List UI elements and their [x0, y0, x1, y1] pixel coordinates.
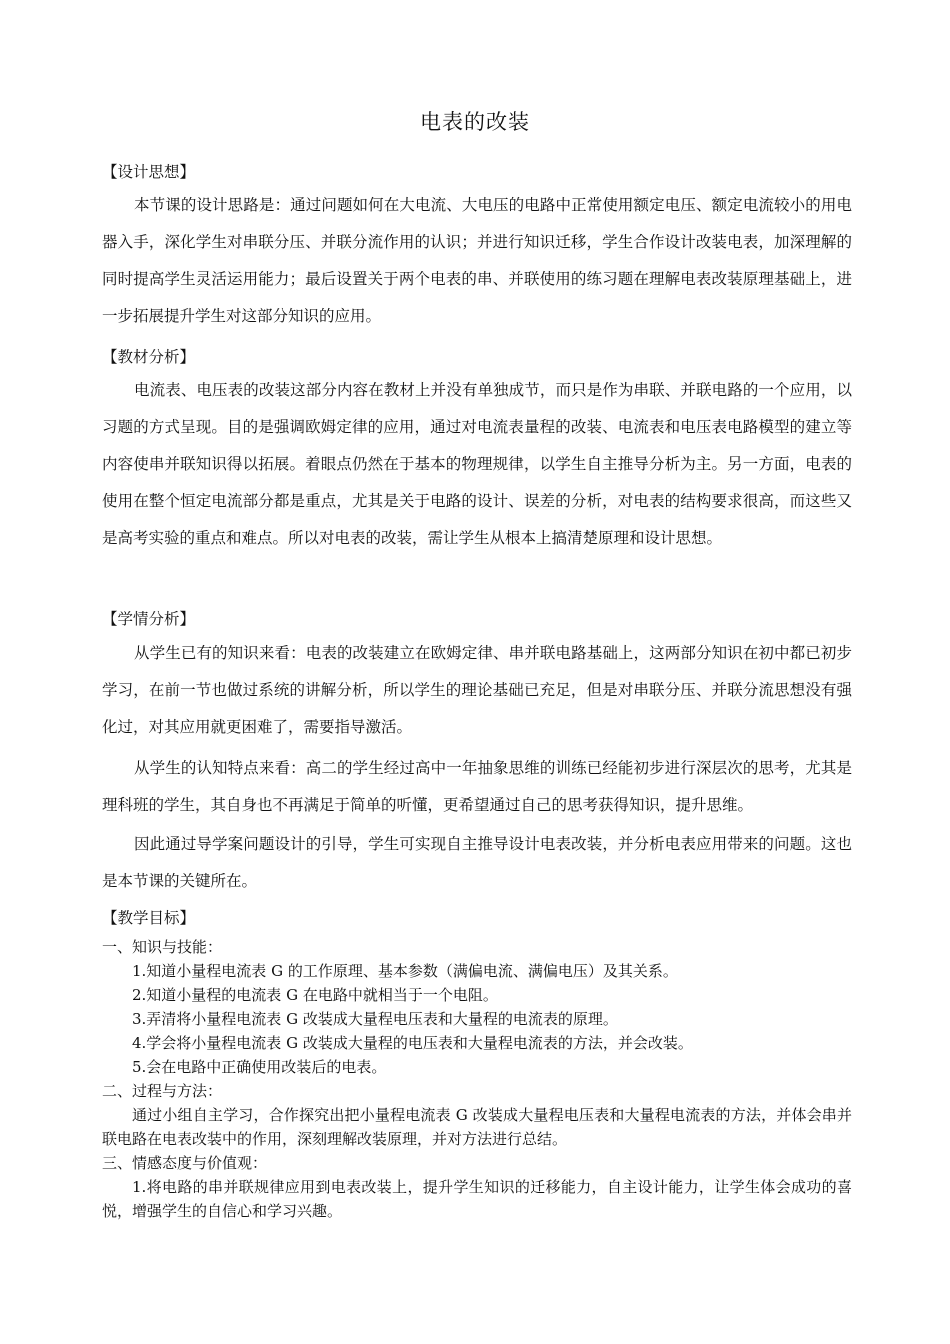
objectives-block: [102, 935, 852, 1223]
attitude-heading: 三、情感态度与价值观：: [102, 1154, 268, 1172]
design-paragraph: 本节课的设计思路是：通过问题如何在大电流、大电压的电路中正常使用额定电压、额定电流较小的用电器入手，深化学生对串联分压、并联分流作用的认识；并进行知识迁移，学生合作设计改装电表，加深理解的同时提高学生灵活运用能力；最后设置关于两个电表的串、并联使用的练习题在理解电表改装原理基础上，进一步拓展提升学生对这部分知识的应用。: [102, 196, 852, 325]
knowledge-item-3: 3.弄清将小量程电流表 G 改装成大量程电压表和大量程的电流表的原理。: [132, 1010, 618, 1028]
knowledge-item-2: 2.知道小量程的电流表 G 在电路中就相当于一个电阻。: [132, 986, 498, 1004]
process-heading: 二、过程与方法：: [102, 1082, 223, 1100]
students-paragraph-1: 从学生已有的知识来看：电表的改装建立在欧姆定律、串并联电路基础上，这两部分知识在初中都已初步学习，在前一节也做过系统的讲解分析，所以学生的理论基础已充足，但是对串联分压、并联分流思想没有强化过，对其应用就更困难了，需要指导激活。: [102, 644, 852, 736]
process-text: 通过小组自主学习，合作探究出把小量程电流表 G 改装成大量程电压表和大量程电流表的方法，并体会串并联电路在电表改装中的作用，深刻理解改装原理，并对方法进行总结。: [102, 1106, 852, 1148]
knowledge-heading: 一、知识与技能：: [102, 938, 223, 956]
knowledge-item-1: 1.知道小量程电流表 G 的工作原理、基本参数（满偏电流、满偏电压）及其关系。: [132, 962, 678, 980]
material-paragraph: 电流表、电压表的改装这部分内容在教材上并没有单独成节，而只是作为串联、并联电路的一个应用，以习题的方式呈现。目的是强调欧姆定律的应用，通过对电流表量程的改装、电流表和电压表电路模型的建立等内容使串并联知识得以拓展。着眼点仍然在于基本的物理规律，以学生自主推导分析为主。另一方面，电表的使用在整个恒定电流部分都是重点，尤其是关于电路的设计、误差的分析，对电表的结构要求很高，而这些又是高考实验的重点和难点。所以对电表的改装，需让学生从根本上搞清楚原理和设计思想。: [102, 381, 852, 547]
students-paragraph-3: 因此通过导学案问题设计的引导，学生可实现自主推导设计电表改装，并分析电表应用带来的问题。这也是本节课的关键所在。: [102, 835, 852, 890]
document-title: 电表的改装: [420, 110, 530, 134]
section-heading-students: 【学情分析】: [102, 610, 196, 628]
section-heading-material: 【教材分析】: [102, 348, 196, 366]
attitude-item-1: 1.将电路的串并联规律应用到电表改装上，提升学生知识的迁移能力，自主设计能力，让学生体会成功的喜悦，增强学生的自信心和学习兴趣。: [102, 1178, 852, 1220]
section-heading-objectives: 【教学目标】: [102, 909, 196, 927]
knowledge-item-5: 5.会在电路中正确使用改装后的电表。: [132, 1058, 387, 1076]
section-heading-design: 【设计思想】: [102, 163, 196, 181]
students-paragraph-2: 从学生的认知特点来看：高二的学生经过高中一年抽象思维的训练已经能初步进行深层次的思考，尤其是理科班的学生，其自身也不再满足于简单的听懂，更希望通过自己的思考获得知识，提升思维。: [102, 759, 852, 814]
knowledge-item-4: 4.学会将小量程电流表 G 改装成大量程的电压表和大量程电流表的方法，并会改装。: [132, 1034, 693, 1052]
